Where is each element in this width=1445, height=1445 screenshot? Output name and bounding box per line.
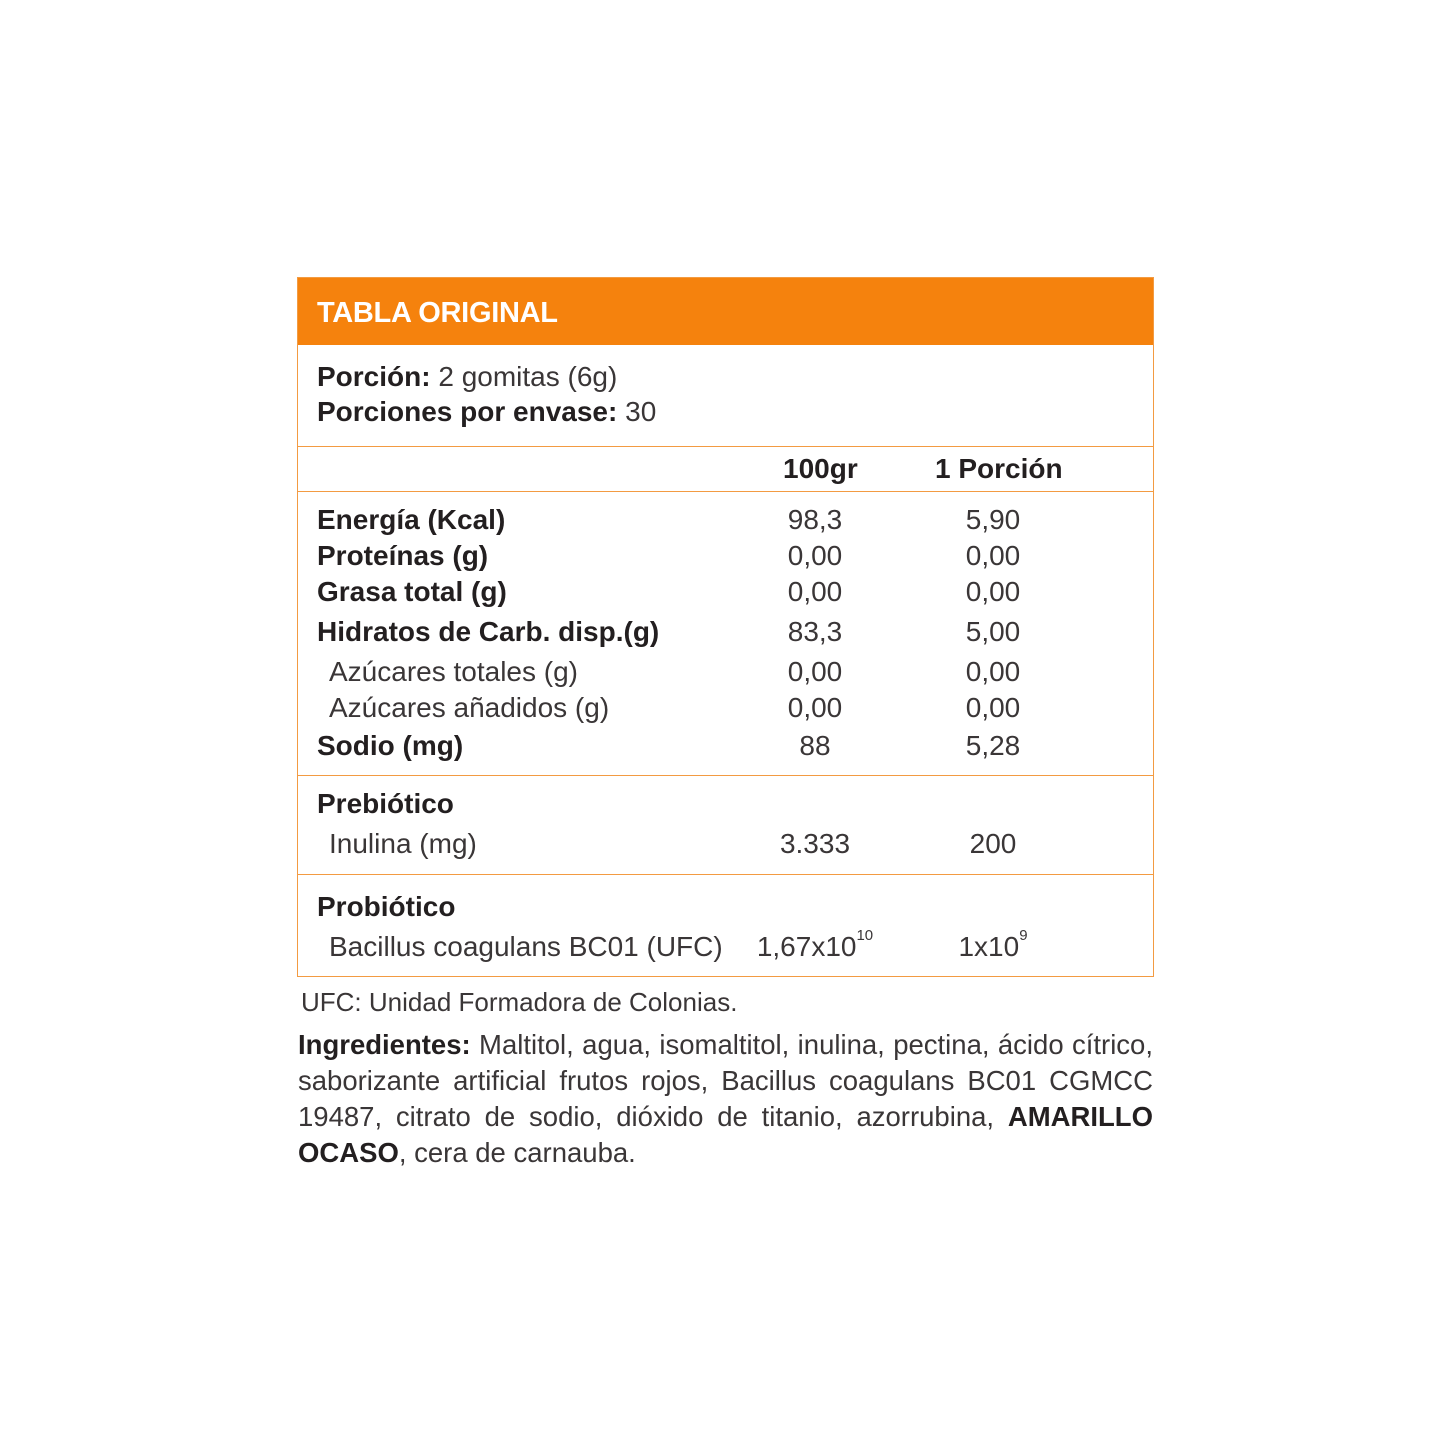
nutrition-panel (297, 277, 1154, 1168)
probiotic-item: Bacillus coagulans BC01 (UFC) (329, 931, 723, 962)
prebiotic-section (298, 776, 1153, 875)
nutrient-value-portion: 0,00 (965, 576, 1021, 607)
nutrient-sublabel: Azúcares añadidos (g) (329, 692, 610, 723)
ingredients-label: Ingredientes: (298, 1029, 471, 1060)
column-header-row (298, 447, 1153, 492)
ingredients-text-1: Maltitol, agua, isomaltitol, inulina, pectina, ácido cítrico, saborizante artificial frutos rojos, Bacillus coagulans BC01 CGMCC 19487, citrato de sodio, dióxido de titanio, azorrubina, (298, 1029, 1153, 1132)
nutrient-value-100g: 83,3 (787, 616, 843, 647)
nutrient-value-portion: 0,00 (965, 692, 1021, 723)
nutrient-value-100g: 98,3 (787, 504, 843, 535)
nutrient-label: Energía (Kcal) (317, 504, 506, 535)
nutrient-label: Hidratos de Carb. disp.(g) (317, 616, 660, 647)
portion-value: 2 gomitas (6g) (430, 361, 618, 392)
nutrients-section (298, 492, 1153, 776)
nutrient-value-100g: 0,00 (787, 656, 843, 687)
probiotic-section (298, 875, 1153, 976)
probiotic-value-100g-exponent: 10 (856, 927, 874, 944)
ingredients-highlight: AMARILLO OCASO (298, 1101, 1153, 1168)
nutrient-value-portion: 5,90 (965, 504, 1021, 535)
servings-line (317, 396, 656, 428)
probiotic-value-portion-exponent: 9 (1019, 927, 1028, 944)
nutrition-table (297, 277, 1154, 977)
prebiotic-title: Prebiótico (317, 788, 454, 819)
ufc-footnote: UFC: Unidad Formadora de Colonias. (301, 987, 738, 1017)
probiotic-title: Probiótico (317, 891, 456, 922)
ingredients-paragraph (298, 1027, 1153, 1171)
prebiotic-value-100g: 3.333 (779, 828, 851, 859)
ingredients-text-2: , cera de carnauba. (398, 1137, 636, 1168)
nutrient-value-100g: 0,00 (787, 576, 843, 607)
table-header (298, 278, 1153, 345)
serving-section (298, 345, 1153, 447)
table-title: TABLA ORIGINAL (317, 297, 558, 329)
servings-label: Porciones por envase: (317, 396, 618, 427)
prebiotic-value-portion: 200 (969, 828, 1017, 859)
probiotic-value-100g-base: 1,67x10 (756, 931, 857, 962)
nutrient-value-portion: 0,00 (965, 540, 1021, 571)
column-header-portion: 1 Porción (935, 453, 1063, 484)
nutrient-value-portion: 5,28 (965, 730, 1021, 761)
nutrient-sublabel: Azúcares totales (g) (329, 656, 578, 687)
portion-label: Porción: (317, 361, 431, 392)
nutrient-value-portion: 5,00 (965, 616, 1021, 647)
nutrient-label: Grasa total (g) (317, 576, 507, 607)
nutrient-value-100g: 0,00 (787, 540, 843, 571)
column-header-100gr: 100gr (783, 453, 858, 484)
nutrient-value-portion: 0,00 (965, 656, 1021, 687)
probiotic-value-portion-base: 1x10 (958, 931, 1020, 962)
nutrient-value-100g: 0,00 (787, 692, 843, 723)
probiotic-value-100g (745, 927, 885, 963)
probiotic-value-portion (923, 927, 1063, 963)
servings-value: 30 (617, 396, 657, 427)
nutrient-value-100g: 88 (799, 730, 831, 761)
nutrient-label: Sodio (mg) (317, 730, 464, 761)
portion-line (317, 361, 617, 393)
nutrient-label: Proteínas (g) (317, 540, 489, 571)
prebiotic-item: Inulina (mg) (329, 828, 477, 859)
